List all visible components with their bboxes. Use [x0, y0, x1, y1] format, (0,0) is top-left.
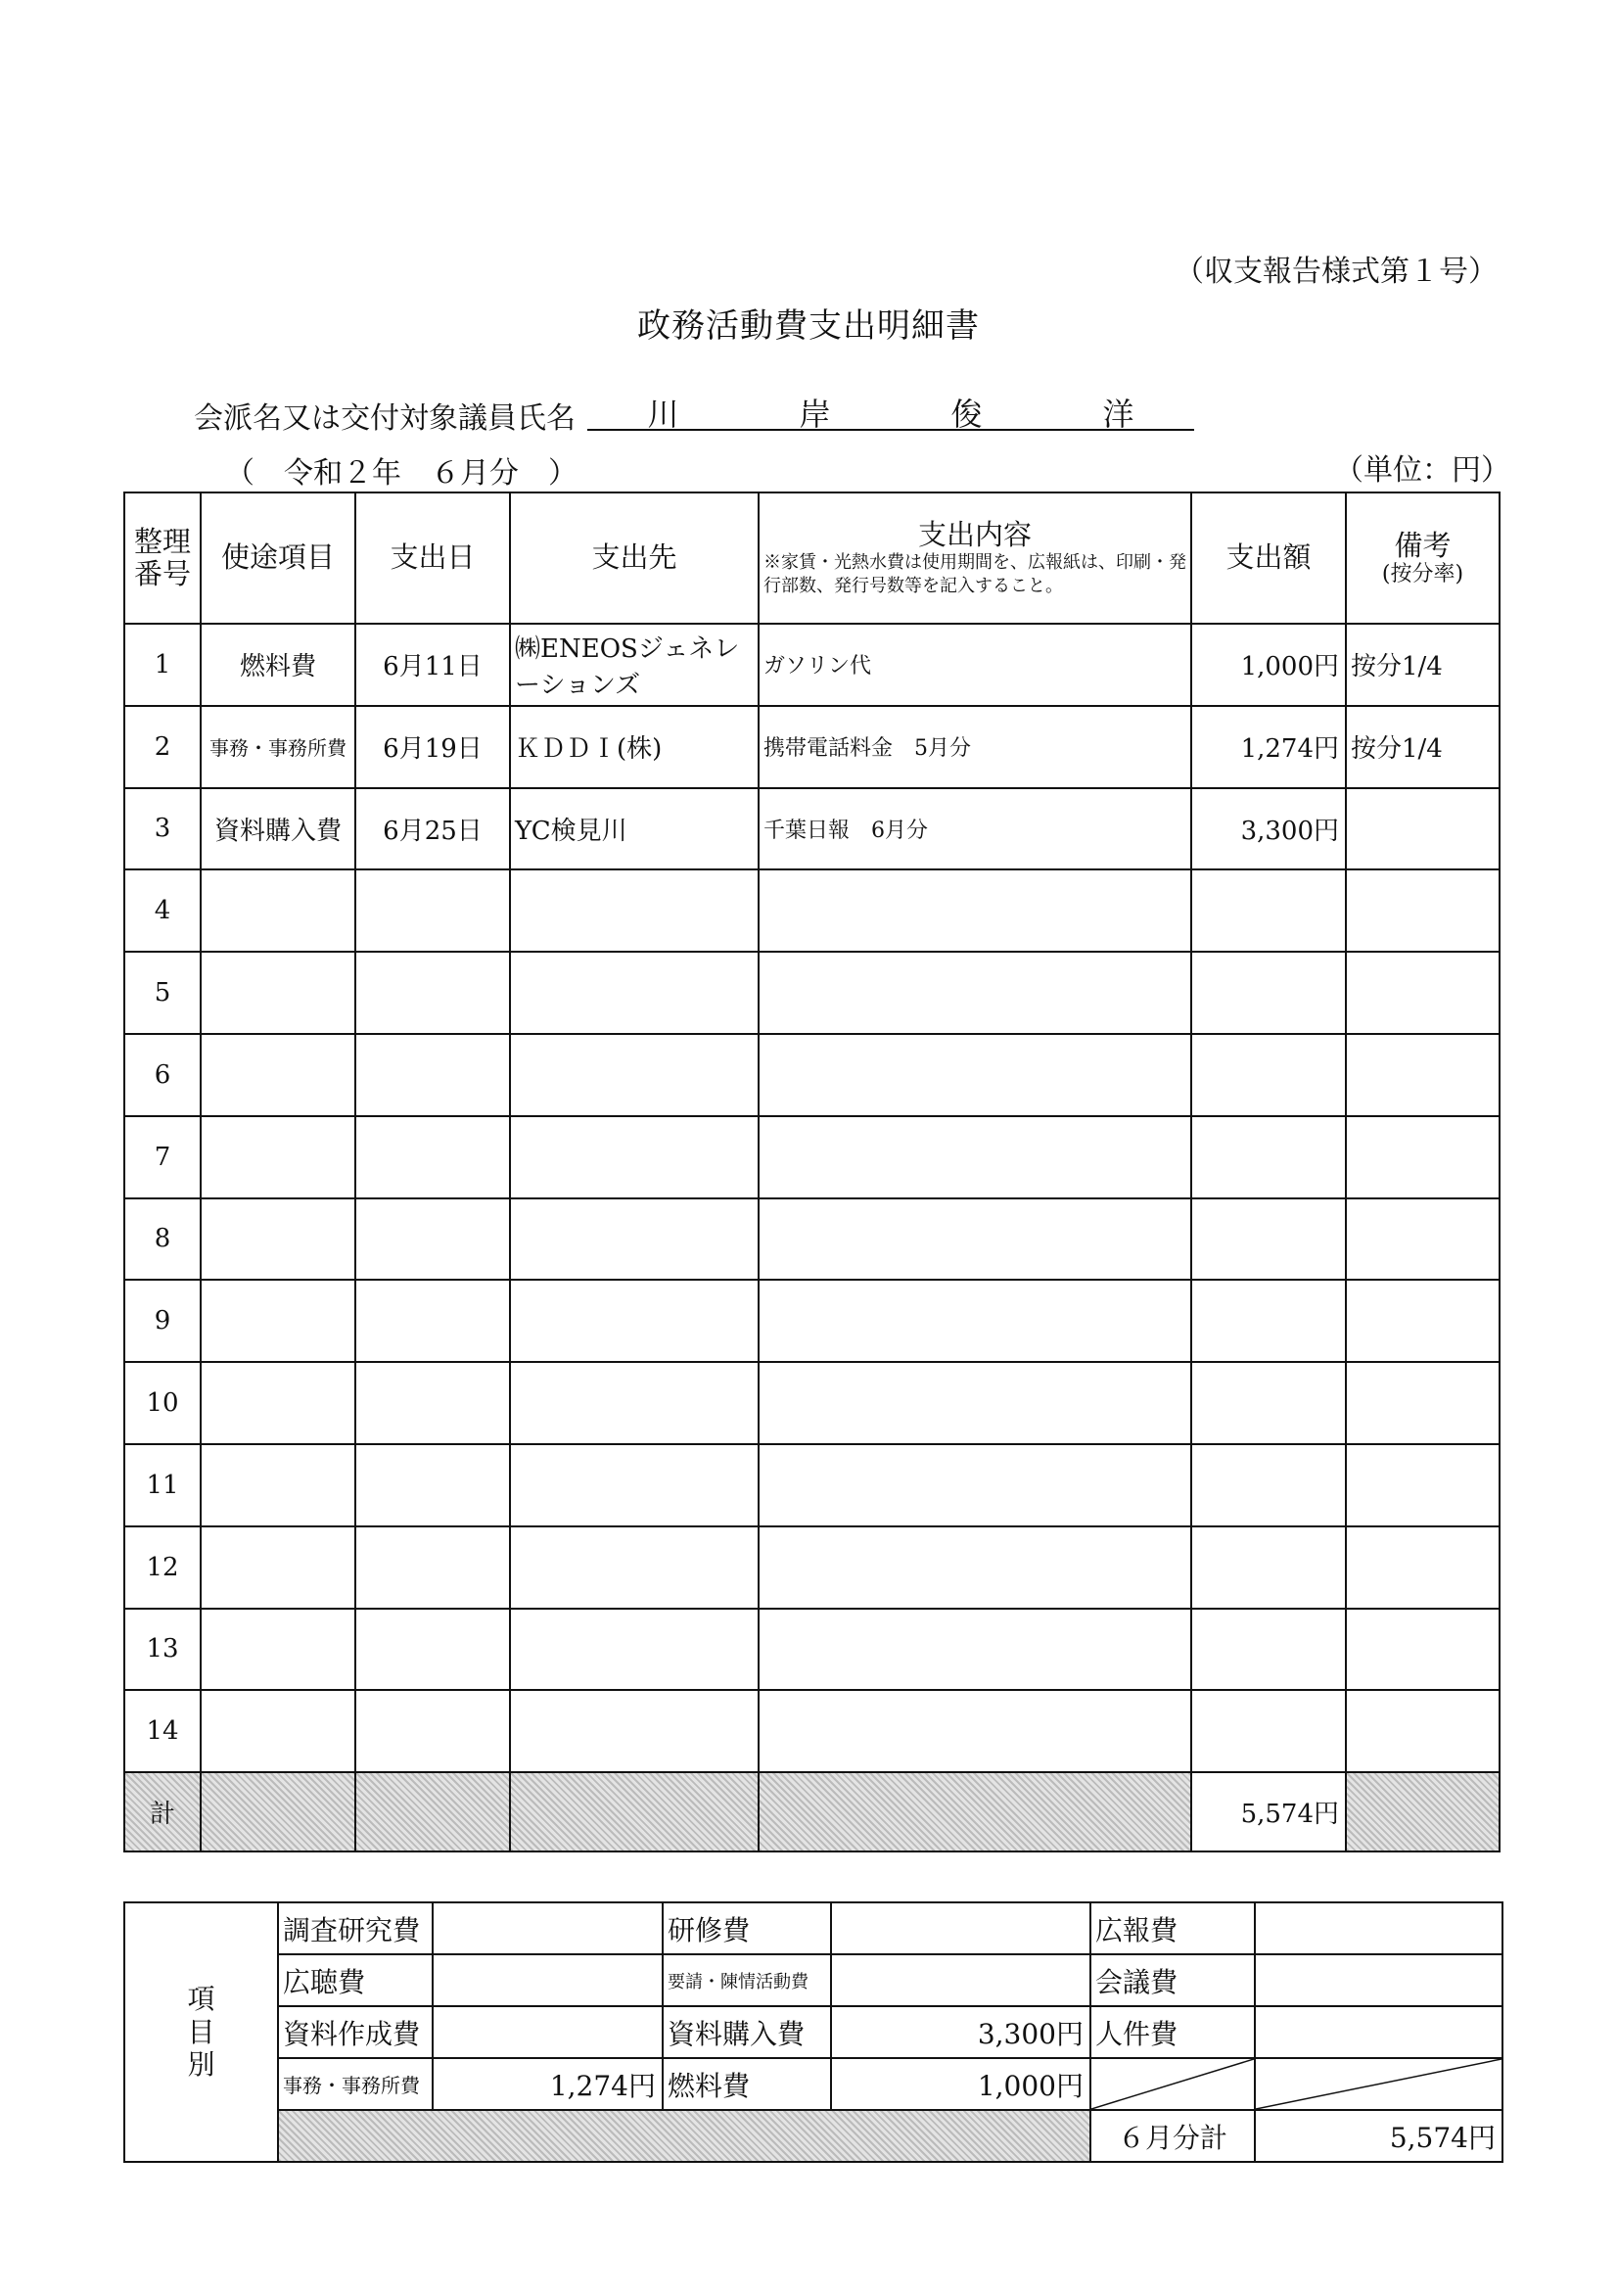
row-remarks	[1346, 788, 1500, 870]
row-item	[201, 869, 355, 952]
row-number: 7	[124, 1116, 201, 1198]
row-date	[355, 1444, 510, 1526]
table-row	[124, 1362, 1500, 1444]
row-amount	[1191, 952, 1346, 1034]
total-amount: 5,574円	[1191, 1772, 1346, 1851]
row-amount	[1191, 1526, 1346, 1609]
table-row	[124, 624, 1500, 706]
summary-value	[831, 1954, 1090, 2006]
row-date: 6月19日	[355, 706, 510, 788]
summary-value	[831, 1902, 1090, 1954]
row-content: ガソリン代	[759, 624, 1191, 706]
row-payee	[510, 952, 759, 1034]
row-number: 14	[124, 1690, 201, 1772]
header-number: 整理番号	[124, 492, 201, 624]
row-number: 1	[124, 624, 201, 706]
header-amount: 支出額	[1191, 492, 1346, 624]
row-amount	[1191, 1362, 1346, 1444]
form-number: （収支報告様式第１号）	[1175, 255, 1498, 289]
header-remarks-sub: (按分率)	[1381, 562, 1464, 587]
header-payee: 支出先	[510, 492, 759, 624]
row-content	[759, 1526, 1191, 1609]
row-remarks: 按分1/4	[1346, 706, 1500, 788]
summary-label: 事務・事務所費	[278, 2058, 433, 2110]
row-amount	[1191, 1280, 1346, 1362]
header-content	[759, 492, 1191, 624]
header-content-title: 支出内容	[917, 517, 1032, 551]
row-item: 事務・事務所費	[201, 706, 355, 788]
row-number: 8	[124, 1198, 201, 1281]
row-payee	[510, 1362, 759, 1444]
row-payee: ＫＤＤＩ(株)	[510, 706, 759, 788]
row-content: 千葉日報 6月分	[759, 788, 1191, 870]
table-row	[124, 1116, 1500, 1198]
row-item	[201, 1280, 355, 1362]
row-amount	[1191, 1034, 1346, 1116]
row-date	[355, 1116, 510, 1198]
row-payee: ㈱ENEOSジェネレーションズ	[510, 624, 759, 706]
member-name-char: 川	[647, 396, 679, 433]
summary-label: 広聴費	[278, 1954, 433, 2006]
row-date: 6月11日	[355, 624, 510, 706]
summary-value	[1255, 1954, 1502, 2006]
table-row	[124, 869, 1500, 952]
row-item	[201, 1362, 355, 1444]
row-payee	[510, 1280, 759, 1362]
unit-label: （単位：円）	[1334, 453, 1510, 488]
row-amount	[1191, 1690, 1346, 1772]
diagonal-blank	[1090, 2058, 1255, 2110]
header-date: 支出日	[355, 492, 510, 624]
month-total-value: 5,574円	[1255, 2110, 1502, 2162]
row-number: 12	[124, 1526, 201, 1609]
row-remarks	[1346, 1690, 1500, 1772]
row-number: 4	[124, 869, 201, 952]
row-amount	[1191, 1116, 1346, 1198]
table-row	[124, 1280, 1500, 1362]
row-payee	[510, 1526, 759, 1609]
total-shade	[1346, 1772, 1500, 1851]
row-date	[355, 1280, 510, 1362]
header-item: 使途項目	[201, 492, 355, 624]
row-content	[759, 1444, 1191, 1526]
table-row	[124, 1034, 1500, 1116]
member-label: 会派名又は交付対象議員氏名	[194, 401, 576, 436]
table-row	[124, 952, 1500, 1034]
row-number: 9	[124, 1280, 201, 1362]
row-number: 3	[124, 788, 201, 870]
total-shade	[510, 1772, 759, 1851]
row-date	[355, 952, 510, 1034]
summary-side-text: 項目別	[187, 1983, 215, 2082]
row-amount	[1191, 869, 1346, 952]
summary-label: 広報費	[1090, 1902, 1255, 1954]
table-row	[124, 1609, 1500, 1691]
member-name	[587, 390, 1194, 431]
header-content-note: ※家賃・光熱水費は使用期間を、広報紙は、印刷・発行部数、発行号数等を記入すること。	[763, 552, 1186, 596]
diagonal-blank	[1255, 2058, 1502, 2110]
row-item	[201, 1526, 355, 1609]
row-payee	[510, 1198, 759, 1281]
row-number: 13	[124, 1609, 201, 1691]
member-name-char: 洋	[1102, 396, 1134, 433]
table-row	[124, 788, 1500, 870]
row-remarks	[1346, 1198, 1500, 1281]
row-remarks	[1346, 1116, 1500, 1198]
row-remarks	[1346, 1034, 1500, 1116]
row-payee	[510, 1034, 759, 1116]
row-payee	[510, 1444, 759, 1526]
row-date	[355, 1690, 510, 1772]
row-content	[759, 1116, 1191, 1198]
row-date	[355, 869, 510, 952]
category-summary	[123, 1901, 1503, 2163]
table-row	[124, 706, 1500, 788]
row-remarks	[1346, 869, 1500, 952]
row-date	[355, 1609, 510, 1691]
summary-side-label	[124, 1902, 278, 2162]
summary-value	[433, 2006, 663, 2058]
summary-value	[433, 1902, 663, 1954]
row-item: 資料購入費	[201, 788, 355, 870]
total-shade	[355, 1772, 510, 1851]
row-number: 5	[124, 952, 201, 1034]
row-date: 6月25日	[355, 788, 510, 870]
row-date	[355, 1198, 510, 1281]
row-remarks	[1346, 952, 1500, 1034]
row-payee	[510, 1116, 759, 1198]
row-item	[201, 952, 355, 1034]
summary-label: 資料作成費	[278, 2006, 433, 2058]
row-amount	[1191, 1198, 1346, 1281]
row-content	[759, 952, 1191, 1034]
summary-label: 燃料費	[663, 2058, 831, 2110]
table-row	[124, 1444, 1500, 1526]
row-number: 10	[124, 1362, 201, 1444]
summary-value	[1255, 1902, 1502, 1954]
summary-label: 研修費	[663, 1902, 831, 1954]
row-content	[759, 1362, 1191, 1444]
row-payee: YC検見川	[510, 788, 759, 870]
row-amount: 3,300円	[1191, 788, 1346, 870]
summary-value: 3,300円	[831, 2006, 1090, 2058]
row-amount: 1,274円	[1191, 706, 1346, 788]
row-remarks	[1346, 1280, 1500, 1362]
header-remarks-title: 備考	[1394, 528, 1452, 562]
summary-label: 調査研究費	[278, 1902, 433, 1954]
summary-label: 資料購入費	[663, 2006, 831, 2058]
summary-value	[433, 1954, 663, 2006]
table-row	[124, 1526, 1500, 1609]
summary-label: 人件費	[1090, 2006, 1255, 2058]
row-amount	[1191, 1444, 1346, 1526]
row-date	[355, 1526, 510, 1609]
total-row	[124, 1772, 1500, 1851]
total-shade	[759, 1772, 1191, 1851]
period: （ 令和２年 ６月分 ）	[225, 456, 578, 491]
row-content: 携帯電話料金 5月分	[759, 706, 1191, 788]
member-name-char: 俊	[950, 396, 983, 433]
row-number: 2	[124, 706, 201, 788]
row-content	[759, 869, 1191, 952]
row-remarks: 按分1/4	[1346, 624, 1500, 706]
header-remarks	[1346, 492, 1500, 624]
row-number: 6	[124, 1034, 201, 1116]
row-content	[759, 1034, 1191, 1116]
month-total-label: ６月分計	[1090, 2110, 1255, 2162]
row-content	[759, 1609, 1191, 1691]
row-item	[201, 1116, 355, 1198]
summary-value: 1,274円	[433, 2058, 663, 2110]
document-title: 政務活動費支出明細書	[637, 306, 980, 346]
row-item: 燃料費	[201, 624, 355, 706]
row-payee	[510, 869, 759, 952]
table-row	[124, 1690, 1500, 1772]
row-payee	[510, 1609, 759, 1691]
row-content	[759, 1690, 1191, 1772]
row-remarks	[1346, 1526, 1500, 1609]
summary-label: 要請・陳情活動費	[663, 1954, 831, 2006]
row-date	[355, 1362, 510, 1444]
row-remarks	[1346, 1444, 1500, 1526]
row-item	[201, 1690, 355, 1772]
summary-label: 会議費	[1090, 1954, 1255, 2006]
row-content	[759, 1198, 1191, 1281]
member-name-char: 岸	[799, 396, 831, 433]
total-shade	[201, 1772, 355, 1851]
row-amount: 1,000円	[1191, 624, 1346, 706]
row-number: 11	[124, 1444, 201, 1526]
summary-value	[1255, 2006, 1502, 2058]
row-content	[759, 1280, 1191, 1362]
expense-table	[123, 492, 1501, 1852]
total-label: 計	[124, 1772, 201, 1851]
row-date	[355, 1034, 510, 1116]
row-payee	[510, 1690, 759, 1772]
row-remarks	[1346, 1362, 1500, 1444]
row-item	[201, 1444, 355, 1526]
row-item	[201, 1034, 355, 1116]
row-amount	[1191, 1609, 1346, 1691]
summary-value: 1,000円	[831, 2058, 1090, 2110]
row-remarks	[1346, 1609, 1500, 1691]
row-item	[201, 1609, 355, 1691]
row-item	[201, 1198, 355, 1281]
table-row	[124, 1198, 1500, 1281]
summary-shade	[278, 2110, 1090, 2162]
